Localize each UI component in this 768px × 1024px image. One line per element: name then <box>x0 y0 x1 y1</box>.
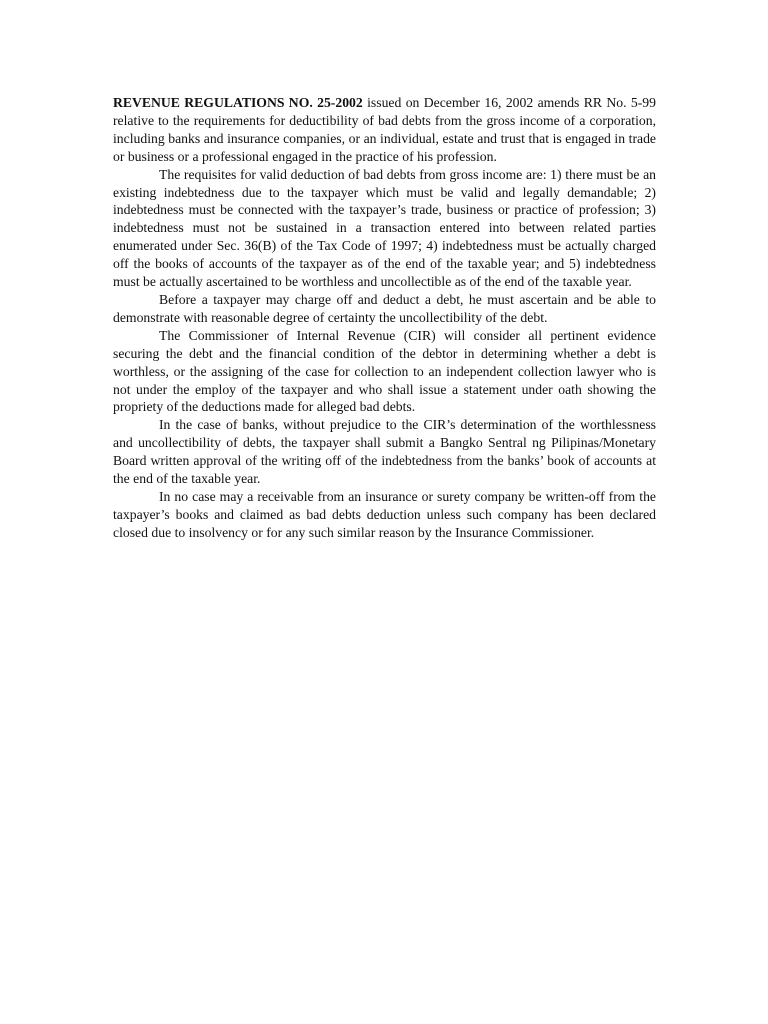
paragraph-requisites: The requisites for valid deduction of bad debts from gross income are: 1) there must be an existing indebtedness due to the taxpayer which must be valid and legally demandable; 2) indebtedness must be connected with the taxpayer’s trade, business or practice of profession; 3) indebtedness must not be sustained in a transaction entered into between related parties enumerated under Sec. 36(B) of the Tax Code of 1997; 4) indebtedness must be actually charged off the books of accounts of the taxpayer as of the end of the taxable year; and 5) indebtedness must be actually ascertained to be worthless and uncollectible as of the end of the taxable year. <box>113 166 656 290</box>
document-body <box>113 94 656 542</box>
paragraph-cir-evidence: The Commissioner of Internal Revenue (CIR) will consider all pertinent evidence securing the debt and the financial condition of the debtor in determining whether a debt is worthless, or the assigning of the case for collection to an independent collection lawyer who is not under the employ of the taxpayer and who shall issue a statement under oath showing the propriety of the deductions made for alleged bad debts. <box>113 327 656 415</box>
regulation-heading: REVENUE REGULATIONS NO. 25-2002 <box>113 95 363 110</box>
paragraph-intro-text: issued on December 16, 2002 amends RR No. 5-99 relative to the requirements for deductibility of bad debts from the gross income of a corporation, including banks and insurance companies, or an individual, estate and trust that is engaged in trade or business or a professional engaged in the practice of his profession. <box>113 95 656 164</box>
paragraph-banks: In the case of banks, without prejudice to the CIR’s determination of the worthlessness and uncollectibility of debts, the taxpayer shall submit a Bangko Sentral ng Pilipinas/Monetary Board written approval of the writing off of the indebtedness from the banks’ book of accounts at the end of the taxable year. <box>113 417 656 487</box>
paragraph-intro <box>113 94 656 166</box>
paragraph-charge-off: Before a taxpayer may charge off and deduct a debt, he must ascertain and be able to demonstrate with reasonable degree of certainty the uncollectibility of the debt. <box>113 291 656 325</box>
paragraph-insurance: In no case may a receivable from an insurance or surety company be written-off from the taxpayer’s books and claimed as bad debts deduction unless such company has been declared closed due to insolvency or for any such similar reason by the Insurance Commissioner. <box>113 488 656 540</box>
